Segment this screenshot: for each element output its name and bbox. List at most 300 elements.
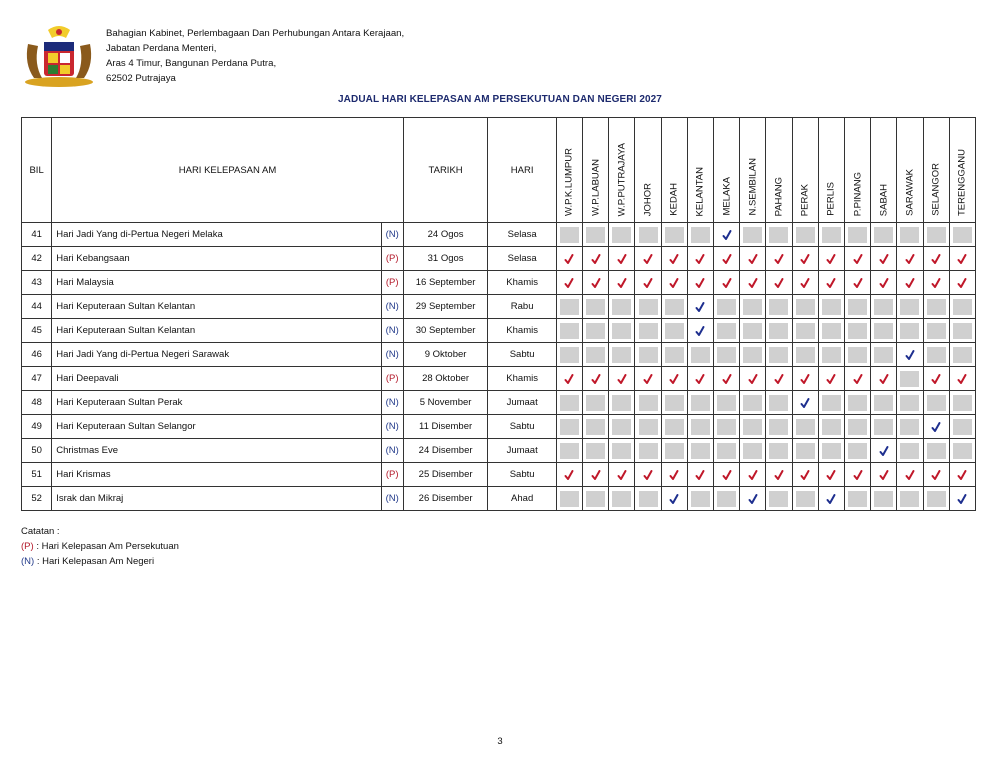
empty-cell (714, 415, 740, 439)
empty-cell (949, 415, 975, 439)
state-label: PERLIS (825, 182, 837, 216)
letterhead (20, 22, 620, 92)
blank-box (691, 395, 710, 411)
check-icon (799, 373, 811, 384)
state-label: W.P.LABUAN (590, 159, 602, 216)
holiday-check-cell (871, 439, 897, 463)
blank-box (717, 347, 736, 363)
empty-cell (661, 319, 687, 343)
header-state (949, 118, 975, 223)
empty-cell (923, 343, 949, 367)
empty-cell (556, 343, 582, 367)
blank-box (769, 443, 788, 459)
empty-cell (766, 343, 792, 367)
blank-box (560, 395, 579, 411)
blank-box (639, 419, 658, 435)
check-icon (668, 253, 680, 264)
blank-box (874, 299, 893, 315)
check-icon (930, 421, 942, 432)
table-row (22, 367, 976, 391)
blank-box (691, 443, 710, 459)
blank-box (560, 419, 579, 435)
header-state (871, 118, 897, 223)
blank-box (874, 323, 893, 339)
blank-box (900, 323, 919, 339)
empty-cell (792, 343, 818, 367)
holiday-check-cell (949, 487, 975, 511)
holiday-type-code: (N) (381, 223, 403, 247)
state-label: W.P.K.LUMPUR (563, 148, 575, 216)
check-icon (616, 277, 628, 288)
check-icon (773, 277, 785, 288)
blank-box (717, 443, 736, 459)
holiday-type-code: (N) (381, 295, 403, 319)
holiday-day: Sabtu (488, 463, 557, 487)
check-icon (590, 253, 602, 264)
check-icon (694, 253, 706, 264)
notes-title: Catatan : (21, 526, 60, 537)
empty-cell (766, 487, 792, 511)
empty-cell (897, 367, 923, 391)
header-date: TARIKH (403, 118, 488, 223)
header-state (766, 118, 792, 223)
blank-box (822, 419, 841, 435)
holiday-type-code: (P) (381, 247, 403, 271)
check-icon (799, 397, 811, 408)
holiday-date: 11 Disember (403, 415, 488, 439)
note-code-federal: (P) (21, 541, 34, 552)
empty-cell (949, 319, 975, 343)
holiday-check-cell (583, 271, 609, 295)
blank-box (796, 491, 815, 507)
holiday-check-cell (897, 343, 923, 367)
check-icon (668, 493, 680, 504)
holiday-date: 30 September (403, 319, 488, 343)
empty-cell (635, 415, 661, 439)
check-icon (930, 373, 942, 384)
holiday-check-cell (556, 247, 582, 271)
holiday-check-cell (923, 271, 949, 295)
check-icon (956, 253, 968, 264)
row-number: 42 (22, 247, 52, 271)
holiday-check-cell (818, 367, 844, 391)
holiday-name: Hari Jadi Yang di-Pertua Negeri Sarawak (52, 343, 381, 367)
holiday-check-cell (923, 367, 949, 391)
blank-box (953, 347, 972, 363)
holiday-day: Jumaat (488, 439, 557, 463)
table-row (22, 247, 976, 271)
check-icon (904, 349, 916, 360)
empty-cell (556, 295, 582, 319)
blank-box (927, 395, 946, 411)
check-icon (616, 373, 628, 384)
holiday-day: Ahad (488, 487, 557, 511)
empty-cell (923, 487, 949, 511)
empty-cell (661, 343, 687, 367)
blank-box (691, 347, 710, 363)
row-number: 50 (22, 439, 52, 463)
empty-cell (556, 391, 582, 415)
check-icon (878, 253, 890, 264)
empty-cell (766, 391, 792, 415)
state-label: SARAWAK (904, 169, 916, 216)
empty-cell (609, 487, 635, 511)
empty-cell (635, 319, 661, 343)
holiday-name: Hari Kebangsaan (52, 247, 381, 271)
empty-cell (871, 319, 897, 343)
empty-cell (923, 391, 949, 415)
blank-box (717, 323, 736, 339)
empty-cell (687, 439, 713, 463)
table-row (22, 319, 976, 343)
blank-box (796, 443, 815, 459)
blank-box (743, 299, 762, 315)
empty-cell (714, 319, 740, 343)
check-icon (590, 277, 602, 288)
blank-box (927, 299, 946, 315)
holiday-check-cell (792, 463, 818, 487)
holiday-check-cell (661, 271, 687, 295)
holiday-name: Hari Malaysia (52, 271, 381, 295)
blank-box (743, 323, 762, 339)
holiday-check-cell (818, 271, 844, 295)
header-state (792, 118, 818, 223)
empty-cell (871, 223, 897, 247)
check-icon (642, 253, 654, 264)
blank-box (612, 395, 631, 411)
holiday-date: 25 Disember (403, 463, 488, 487)
empty-cell (583, 439, 609, 463)
check-icon (668, 469, 680, 480)
holiday-day: Rabu (488, 295, 557, 319)
row-number: 41 (22, 223, 52, 247)
holiday-check-cell (687, 247, 713, 271)
holiday-check-cell (661, 367, 687, 391)
holiday-check-cell (583, 463, 609, 487)
blank-box (665, 395, 684, 411)
check-icon (642, 469, 654, 480)
check-icon (773, 253, 785, 264)
check-icon (956, 277, 968, 288)
holiday-check-cell (609, 367, 635, 391)
state-label: P.PINANG (852, 171, 864, 216)
blank-box (874, 419, 893, 435)
holiday-check-cell (766, 247, 792, 271)
holiday-check-cell (897, 247, 923, 271)
check-icon (694, 277, 706, 288)
blank-box (612, 227, 631, 243)
empty-cell (740, 295, 766, 319)
holiday-check-cell (818, 487, 844, 511)
empty-cell (714, 439, 740, 463)
holiday-check-cell (714, 271, 740, 295)
empty-cell (766, 439, 792, 463)
empty-cell (949, 391, 975, 415)
empty-cell (661, 223, 687, 247)
empty-cell (609, 319, 635, 343)
empty-cell (844, 487, 870, 511)
holiday-check-cell (923, 463, 949, 487)
empty-cell (556, 319, 582, 343)
empty-cell (844, 295, 870, 319)
page-number: 3 (497, 736, 503, 747)
check-icon (694, 469, 706, 480)
blank-box (796, 323, 815, 339)
holiday-type-code: (N) (381, 439, 403, 463)
header-state (556, 118, 582, 223)
empty-cell (687, 487, 713, 511)
coat-of-arms-icon (20, 24, 98, 88)
holiday-name: Christmas Eve (52, 439, 381, 463)
holiday-check-cell (792, 247, 818, 271)
empty-cell (766, 319, 792, 343)
holiday-check-cell (714, 223, 740, 247)
table-row (22, 487, 976, 511)
empty-cell (923, 319, 949, 343)
empty-cell (583, 295, 609, 319)
blank-box (691, 419, 710, 435)
empty-cell (766, 295, 792, 319)
check-icon (747, 277, 759, 288)
row-number: 49 (22, 415, 52, 439)
table-row (22, 391, 976, 415)
holiday-date: 31 Ogos (403, 247, 488, 271)
state-label: JOHOR (642, 182, 654, 216)
check-icon (721, 253, 733, 264)
empty-cell (871, 343, 897, 367)
holiday-day: Sabtu (488, 415, 557, 439)
holiday-check-cell (871, 247, 897, 271)
blank-box (639, 299, 658, 315)
holiday-check-cell (635, 247, 661, 271)
holiday-check-cell (871, 463, 897, 487)
blank-box (639, 395, 658, 411)
blank-box (612, 491, 631, 507)
blank-box (691, 227, 710, 243)
holiday-name: Hari Keputeraan Sultan Selangor (52, 415, 381, 439)
holiday-check-cell (740, 463, 766, 487)
document-title: JADUAL HARI KELEPASAN AM PERSEKUTUAN DAN NEGERI 2027 (338, 94, 662, 105)
empty-cell (766, 415, 792, 439)
empty-cell (740, 391, 766, 415)
blank-box (612, 299, 631, 315)
empty-cell (818, 319, 844, 343)
empty-cell (740, 343, 766, 367)
header-state (714, 118, 740, 223)
blank-box (874, 395, 893, 411)
empty-cell (818, 343, 844, 367)
blank-box (612, 323, 631, 339)
empty-cell (818, 295, 844, 319)
row-number: 45 (22, 319, 52, 343)
check-icon (852, 469, 864, 480)
empty-cell (635, 223, 661, 247)
holiday-check-cell (609, 271, 635, 295)
check-icon (930, 469, 942, 480)
blank-box (717, 491, 736, 507)
notes (21, 524, 179, 569)
blank-box (560, 347, 579, 363)
check-icon (721, 469, 733, 480)
state-label: KEDAH (668, 183, 680, 216)
blank-box (927, 443, 946, 459)
header-state (687, 118, 713, 223)
check-icon (773, 469, 785, 480)
row-number: 44 (22, 295, 52, 319)
holiday-check-cell (949, 463, 975, 487)
check-icon (878, 469, 890, 480)
check-icon (930, 277, 942, 288)
holiday-check-cell (583, 247, 609, 271)
empty-cell (897, 391, 923, 415)
empty-cell (609, 295, 635, 319)
blank-box (900, 227, 919, 243)
blank-box (586, 491, 605, 507)
holiday-table (21, 117, 976, 511)
blank-box (743, 443, 762, 459)
holiday-date: 29 September (403, 295, 488, 319)
check-icon (694, 325, 706, 336)
empty-cell (583, 223, 609, 247)
holiday-check-cell (635, 463, 661, 487)
table-row (22, 223, 976, 247)
blank-box (612, 443, 631, 459)
holiday-check-cell (556, 367, 582, 391)
holiday-check-cell (556, 271, 582, 295)
blank-box (639, 491, 658, 507)
empty-cell (635, 487, 661, 511)
blank-box (900, 443, 919, 459)
holiday-date: 24 Ogos (403, 223, 488, 247)
holiday-check-cell (740, 247, 766, 271)
row-number: 51 (22, 463, 52, 487)
empty-cell (844, 319, 870, 343)
check-icon (956, 373, 968, 384)
blank-box (848, 491, 867, 507)
row-number: 48 (22, 391, 52, 415)
holiday-check-cell (661, 487, 687, 511)
check-icon (563, 469, 575, 480)
blank-box (874, 491, 893, 507)
empty-cell (661, 439, 687, 463)
holiday-check-cell (687, 319, 713, 343)
blank-box (900, 491, 919, 507)
holiday-check-cell (871, 271, 897, 295)
holiday-check-cell (687, 271, 713, 295)
header-state (609, 118, 635, 223)
blank-box (953, 419, 972, 435)
check-icon (825, 469, 837, 480)
empty-cell (949, 295, 975, 319)
header-state (844, 118, 870, 223)
holiday-type-code: (N) (381, 319, 403, 343)
blank-box (743, 395, 762, 411)
empty-cell (583, 391, 609, 415)
header-state (661, 118, 687, 223)
empty-cell (635, 391, 661, 415)
note-code-state: (N) (21, 556, 35, 567)
holiday-day: Jumaat (488, 391, 557, 415)
blank-box (665, 299, 684, 315)
blank-box (796, 347, 815, 363)
blank-box (769, 395, 788, 411)
check-icon (590, 469, 602, 480)
empty-cell (661, 415, 687, 439)
empty-cell (609, 415, 635, 439)
row-number: 43 (22, 271, 52, 295)
blank-box (560, 299, 579, 315)
check-icon (825, 277, 837, 288)
holiday-check-cell (844, 367, 870, 391)
blank-box (822, 323, 841, 339)
holiday-check-cell (897, 463, 923, 487)
holiday-type-code: (N) (381, 343, 403, 367)
empty-cell (897, 415, 923, 439)
empty-cell (556, 415, 582, 439)
header-state (818, 118, 844, 223)
table-row (22, 463, 976, 487)
empty-cell (556, 487, 582, 511)
holiday-check-cell (740, 271, 766, 295)
empty-cell (583, 319, 609, 343)
address-line: 62502 Putrajaya (106, 73, 176, 84)
check-icon (721, 277, 733, 288)
empty-cell (871, 295, 897, 319)
check-icon (721, 229, 733, 240)
blank-box (769, 299, 788, 315)
blank-box (900, 371, 919, 387)
check-icon (852, 373, 864, 384)
empty-cell (714, 487, 740, 511)
blank-box (560, 323, 579, 339)
empty-cell (897, 295, 923, 319)
holiday-check-cell (687, 367, 713, 391)
blank-box (953, 443, 972, 459)
check-icon (904, 469, 916, 480)
blank-box (586, 443, 605, 459)
check-icon (904, 253, 916, 264)
holiday-name: Hari Deepavali (52, 367, 381, 391)
blank-box (927, 227, 946, 243)
empty-cell (766, 223, 792, 247)
blank-box (586, 395, 605, 411)
empty-cell (792, 319, 818, 343)
blank-box (848, 443, 867, 459)
state-label: PAHANG (773, 176, 785, 216)
blank-box (953, 323, 972, 339)
empty-cell (818, 391, 844, 415)
check-icon (590, 373, 602, 384)
empty-cell (687, 223, 713, 247)
check-icon (642, 373, 654, 384)
blank-box (822, 443, 841, 459)
holiday-name: Hari Keputeraan Sultan Kelantan (52, 295, 381, 319)
header-state (635, 118, 661, 223)
empty-cell (792, 223, 818, 247)
holiday-check-cell (949, 247, 975, 271)
holiday-day: Khamis (488, 319, 557, 343)
empty-cell (556, 439, 582, 463)
table-row (22, 271, 976, 295)
holiday-day: Selasa (488, 247, 557, 271)
empty-cell (897, 319, 923, 343)
blank-box (717, 419, 736, 435)
holiday-check-cell (923, 247, 949, 271)
blank-box (927, 323, 946, 339)
holiday-date: 26 Disember (403, 487, 488, 511)
empty-cell (949, 223, 975, 247)
holiday-check-cell (844, 247, 870, 271)
